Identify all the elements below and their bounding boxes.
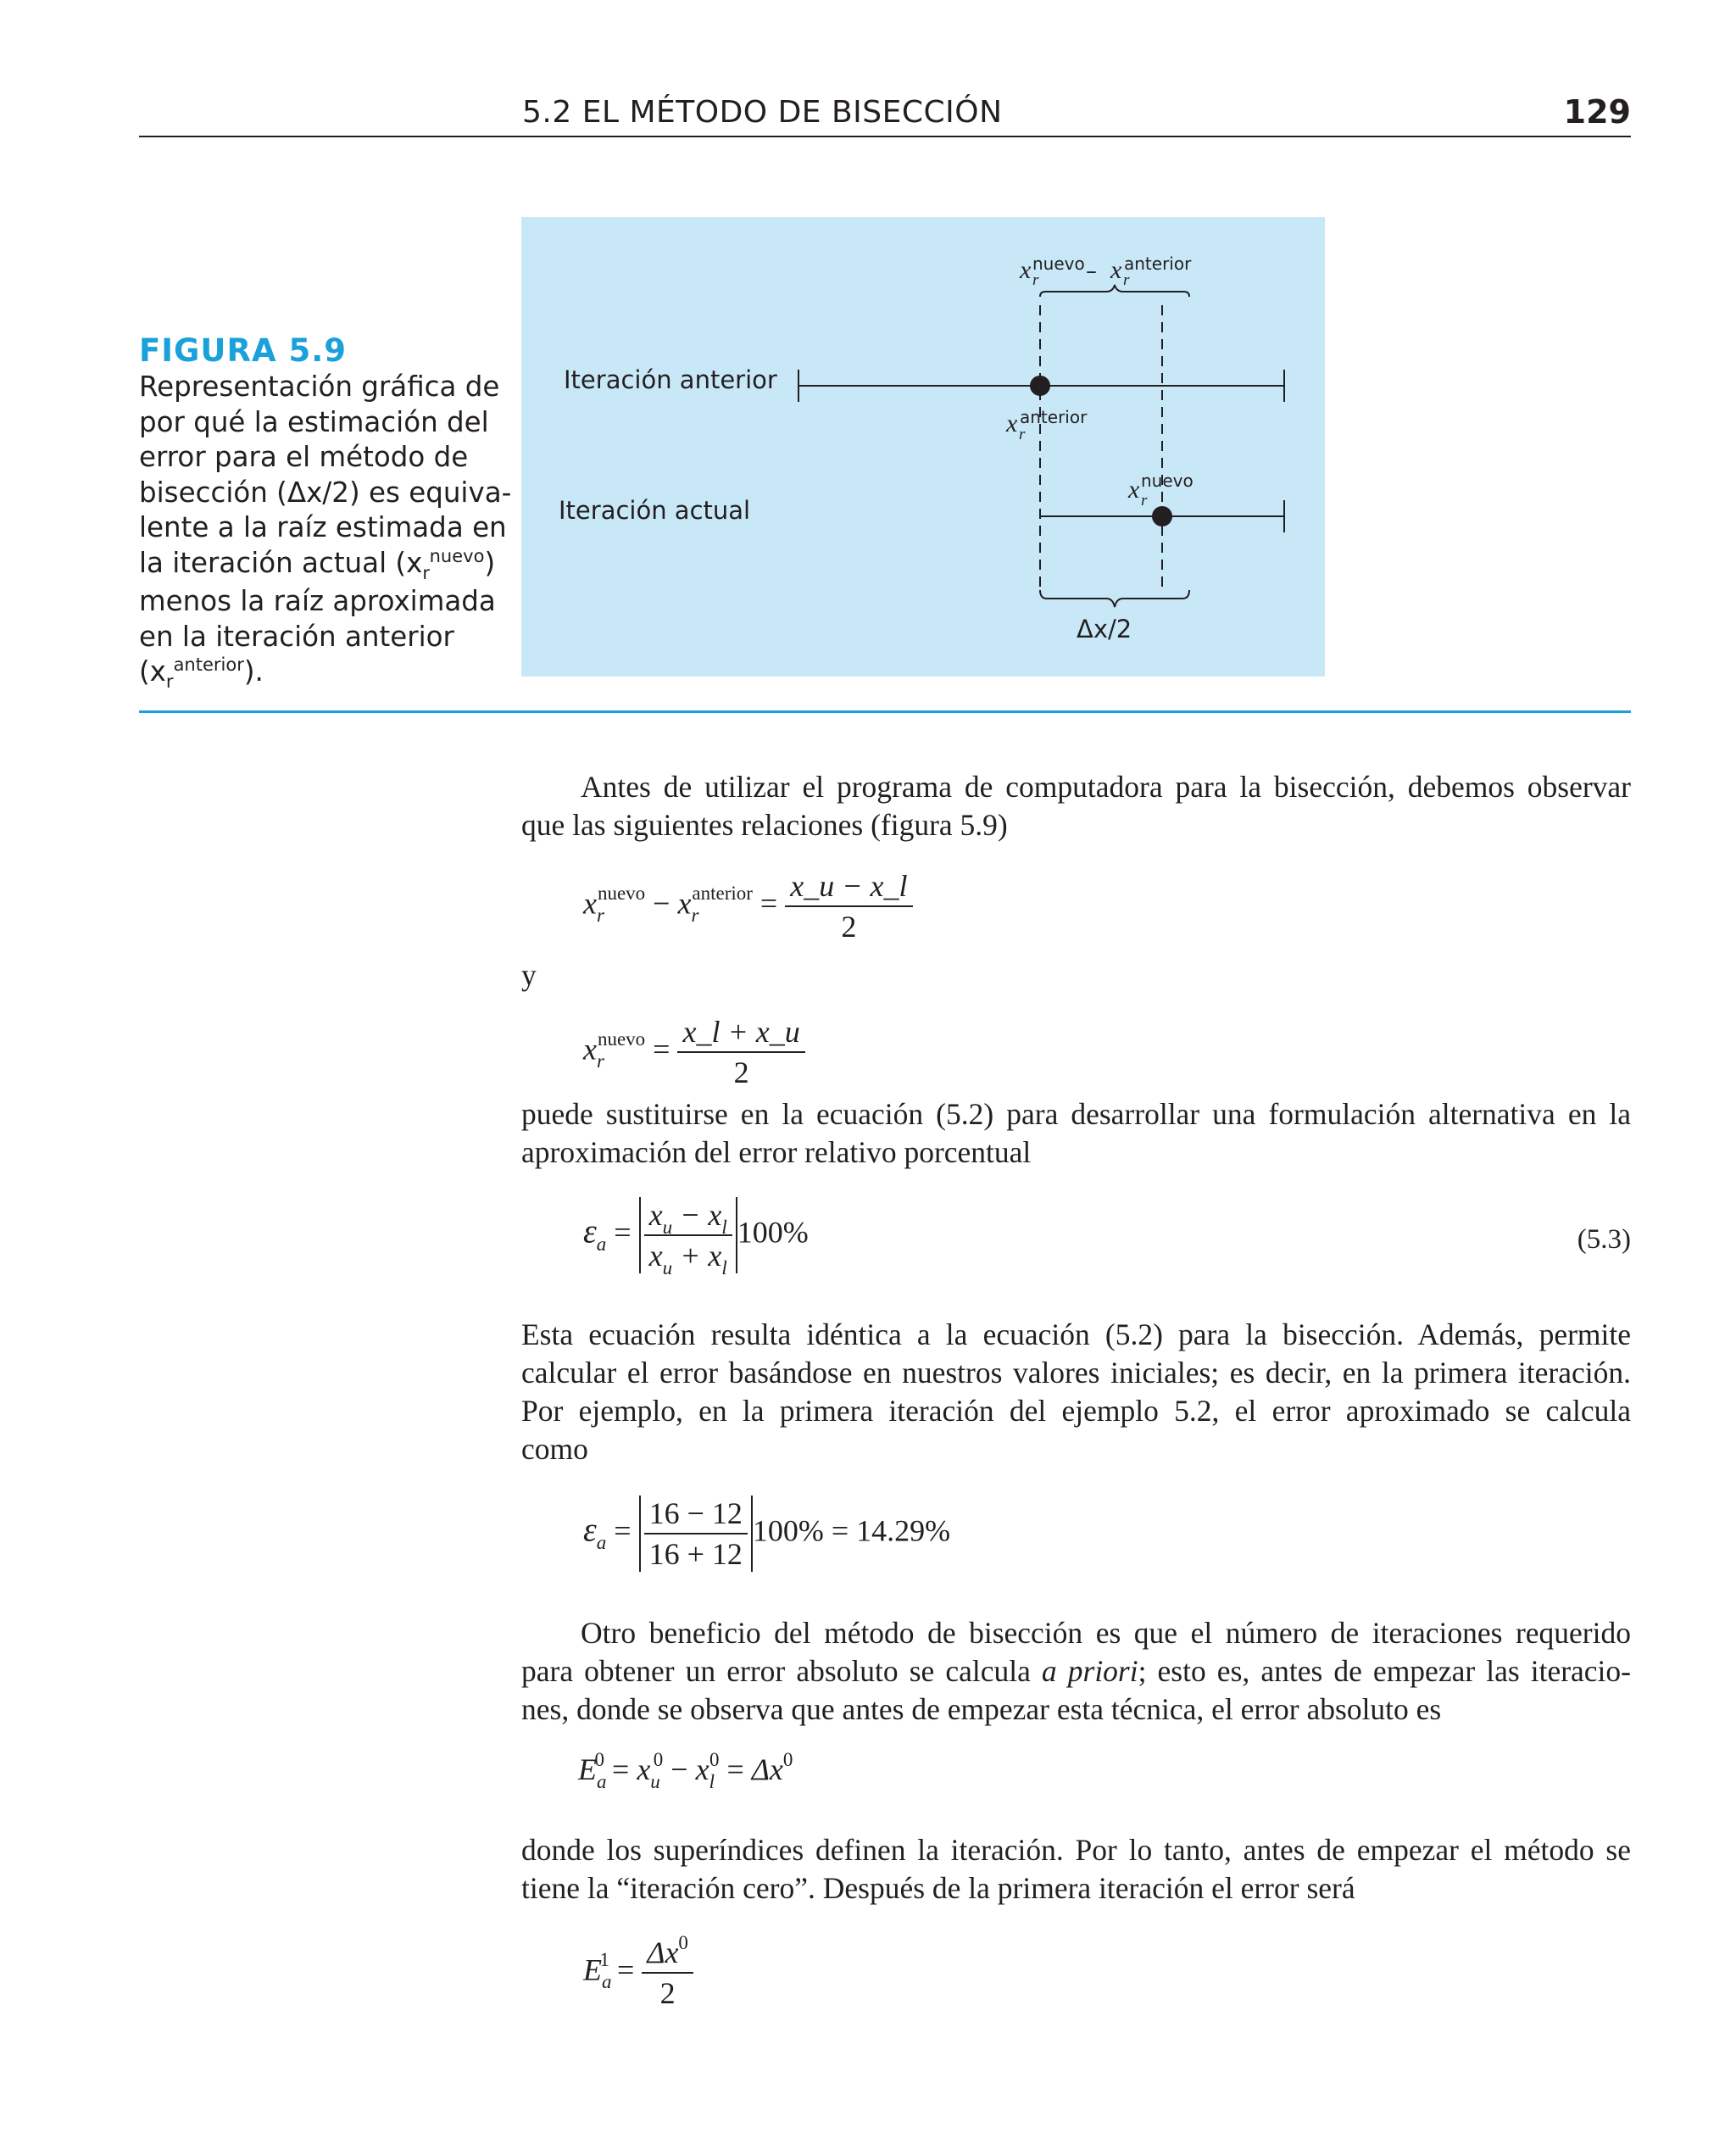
eq-fraction [644, 1197, 732, 1278]
eq-epsilon: ε [583, 1510, 597, 1549]
eq-delta: Δx [751, 1752, 783, 1786]
eq-delta: Δx [647, 1936, 679, 1969]
caption-superscript: nuevo [429, 545, 485, 566]
text-span: ; esto es, antes de empezar las iteracio- [1138, 1654, 1631, 1688]
caption-line: en la iteración anterior [139, 620, 454, 653]
eq-sup: 0 [782, 1749, 793, 1770]
caption-line [139, 546, 495, 585]
eq-sup: 0 [594, 1749, 604, 1770]
equation-first-iteration-error [583, 1932, 693, 2011]
equation-relative-error [583, 1197, 809, 1278]
figure-caption [139, 370, 512, 693]
header-rule [139, 136, 1631, 137]
caption-line: menos la raíz aproximada [139, 585, 496, 617]
caption-text: ). [243, 655, 264, 688]
eq-fraction [644, 1496, 748, 1572]
caption-line [139, 654, 495, 693]
eq-equals: = [614, 1513, 639, 1548]
caption-text: la iteración actual (x [139, 546, 423, 579]
page-number: 129 [1563, 93, 1631, 131]
eq-equals: = [614, 1215, 639, 1250]
paragraph-2 [521, 1095, 1631, 1172]
equation-number: (5.3) [1577, 1224, 1631, 1255]
text-line: donde los superíndices definen la iteración. Por lo tanto, antes de empezar el método se [521, 1833, 1631, 1867]
eq-equals: = [617, 1952, 643, 1987]
text-line [521, 1652, 1631, 1690]
eq-denominator: $x_u + x_l$ [648, 1239, 727, 1278]
top-sup-anterior: anterior [1124, 253, 1192, 274]
text-span: para obtener un error absoluto se calcula [521, 1654, 1042, 1688]
eq-equals: = [612, 1752, 637, 1786]
eq-epsilon: ε [583, 1211, 597, 1250]
text-line: como [521, 1432, 588, 1466]
top-x-var: x [1020, 256, 1032, 284]
eq-percent: 100% [737, 1215, 809, 1250]
eq-sup: 0 [653, 1749, 664, 1770]
nuevo-x-sub: r [1141, 492, 1148, 510]
eq-fraction [677, 1014, 804, 1090]
paragraph-3 [521, 1316, 1631, 1468]
running-header: 5.2 EL MÉTODO DE BISECCIÓN [522, 95, 1003, 130]
top-x-sub: r [1032, 271, 1039, 289]
eq-var: E [583, 1952, 602, 1987]
caption-text: ) [484, 546, 496, 579]
eq-numerator: $x_u - x_l$ [644, 1197, 732, 1236]
eq-result: 100% = 14.29% [752, 1513, 951, 1548]
eq-denominator: 2 [841, 910, 857, 944]
figure-label: FIGURA 5.9 [139, 332, 348, 369]
root-point-nuevo [1152, 506, 1172, 526]
text-line: Otro beneficio del método de bisección es que el número de iteraciones requerido [581, 1616, 1631, 1650]
emphasis-a-priori: a priori [1041, 1654, 1138, 1688]
text-line: nes, donde se observa que antes de empezar esta técnica, el error absoluto es [521, 1692, 1442, 1726]
caption-line: error para el método de [139, 441, 469, 473]
eq-sub: a [602, 1971, 612, 1993]
eq-equals: = [760, 886, 786, 921]
top-x-var-2: x [1110, 256, 1122, 284]
text-line: tiene la “iteración cero”. Después de la primera iteración el error será [521, 1871, 1355, 1905]
top-sup-nuevo: nuevo [1032, 253, 1085, 274]
top-minus: – [1086, 259, 1097, 284]
eq-sub: a [596, 1532, 607, 1554]
eq-var: x [583, 1032, 597, 1067]
caption-line: bisección (Δx/2) es equiva- [139, 476, 512, 509]
bottom-brace [1040, 590, 1189, 607]
bisection-diagram [521, 217, 1325, 677]
figure-panel [521, 217, 1325, 677]
anterior-x-var: x [1006, 409, 1018, 437]
eq-numerator: x_l + x_u [677, 1014, 804, 1053]
caption-line: lente a la raíz estimada en [139, 511, 507, 543]
text-line: puede sustituirse en la ecuación (5.2) para desarrollar una formulación alternativa en la [521, 1097, 1631, 1131]
eq-var: x [677, 886, 692, 921]
eq-denominator: 16 + 12 [648, 1537, 743, 1571]
paragraph-1 [521, 768, 1631, 844]
row-label-anterior: Iteración anterior [564, 365, 777, 394]
text-line: Antes de utilizar el programa de computadora para la bisección, debemos observar [581, 770, 1631, 804]
eq-absolute-value [639, 1197, 737, 1278]
eq-equals: = [653, 1032, 678, 1067]
y-connector [521, 956, 1631, 994]
caption-subscript: r [422, 562, 430, 583]
eq-sup: 0 [709, 1749, 720, 1770]
paragraph-5 [521, 1831, 1631, 1908]
caption-line: por qué la estimación del [139, 405, 489, 438]
nuevo-sup: nuevo [1141, 471, 1194, 491]
eq-sup: nuevo [597, 1028, 646, 1050]
caption-line: Representación gráfica de [139, 370, 500, 403]
eq-var: E [578, 1752, 597, 1786]
anterior-sup: anterior [1020, 407, 1088, 427]
eq-absolute-value [639, 1496, 753, 1572]
eq-sup: 1 [599, 1949, 609, 1971]
equation-initial-error [578, 1749, 793, 1792]
equation-difference [583, 868, 913, 944]
paragraph-4 [521, 1614, 1631, 1729]
caption-subscript: r [165, 671, 174, 692]
eq-denominator: 2 [733, 1056, 749, 1089]
eq-equals: = [726, 1752, 752, 1786]
eq-sub: r [691, 905, 699, 927]
eq-sup: 0 [678, 1932, 688, 1953]
equation-example-error [583, 1496, 950, 1572]
delta-x-half-label: Δx/2 [1077, 615, 1132, 643]
caption-superscript: anterior [173, 654, 244, 675]
eq-sub: a [596, 1234, 607, 1256]
eq-numerator [642, 1932, 693, 1974]
eq-denominator: 2 [659, 1976, 676, 2010]
figure-separator-rule [139, 710, 1631, 713]
equation-midpoint [583, 1014, 805, 1090]
caption-text: (x [139, 655, 166, 688]
eq-sub: u [650, 1771, 660, 1792]
eq-sub: r [596, 1050, 604, 1072]
top-brace [1040, 285, 1189, 297]
text-line: Esta ecuación resulta idéntica a la ecuación (5.2) para la bisección. Además, permite [521, 1317, 1631, 1351]
eq-var: x [583, 886, 597, 921]
anterior-x-sub: r [1019, 426, 1026, 443]
eq-fraction [642, 1932, 693, 2011]
text-line: calcular el error basándose en nuestros valores iniciales; es decir, en la primera iteración. [521, 1356, 1631, 1390]
text-line: y [521, 958, 537, 992]
text-line: que las siguientes relaciones (figura 5.9) [521, 808, 1008, 842]
eq-sub: l [709, 1771, 715, 1792]
row-label-actual: Iteración actual [559, 496, 751, 525]
eq-var: x [637, 1752, 651, 1786]
text-line: Por ejemplo, en la primera iteración del ejemplo 5.2, el error aproximado se calcula [521, 1394, 1631, 1428]
eq-numerator: x_u − x_l [785, 868, 912, 907]
eq-minus: − [670, 1752, 696, 1786]
eq-minus: − [653, 886, 678, 921]
top-x-sub-2: r [1123, 271, 1130, 289]
eq-sub: a [597, 1771, 607, 1792]
eq-var: x [695, 1752, 709, 1786]
root-point-anterior [1030, 376, 1050, 396]
text-line: aproximación del error relativo porcentual [521, 1135, 1032, 1169]
nuevo-x-var: x [1128, 476, 1140, 504]
eq-sup: nuevo [597, 883, 646, 905]
eq-sub: r [596, 905, 604, 927]
eq-fraction [785, 868, 912, 944]
eq-sup: anterior [692, 883, 753, 905]
eq-numerator: 16 − 12 [644, 1496, 748, 1535]
